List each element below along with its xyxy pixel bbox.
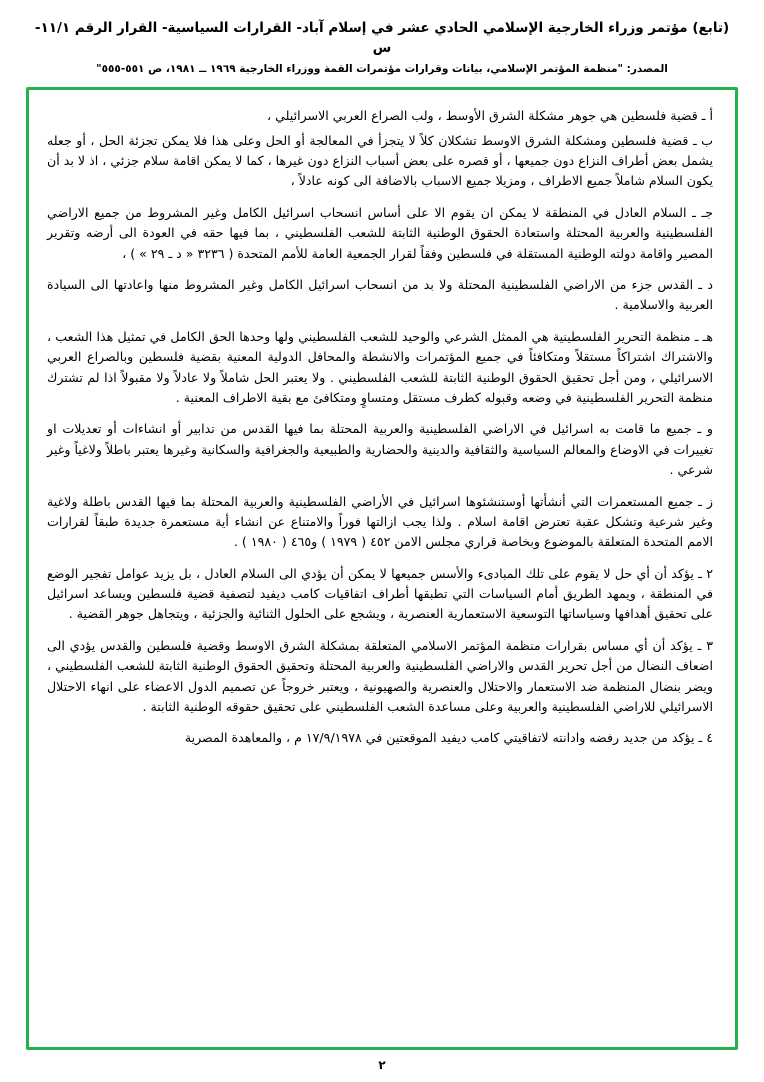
paragraph-item-4: ٤ ـ يؤكد من جديد رفضه وادانته لاتفاقيتي كامب ديفيد الموقعتين في ١٧/٩/١٩٧٨ م ، والمعاهدة المصرية [184,730,713,746]
paragraph-b: ب ـ قضية فلسطين ومشكلة الشرق الاوسط تشكلان كلاً لا يتجزأ في المعالجة أو الحل وعلى هذا فلا يمكن تجزئة الحل ، أو جعله يشمل بعض أطراف النزاع دون جميعها ، أو قصره على بعض أسباب النزاع دون غيرها ، كما لا يمكن اقامة سلام جزئي ، اذ لا بد أن يكون السلام شاملاً جميع الاطراف ، ومزيلا جميع الاسباب بالاضافة الى كونه عادلاً ، [47,132,713,189]
paragraph-a: أ ـ قضية فلسطين هي جوهر مشكلة الشرق الأوسط ، ولب الصراع العربي الاسرائيلي ، [267,108,713,124]
paragraph-d: د ـ القدس جزء من الاراضي الفلسطينية المحتلة ولا بد من انسحاب اسرائيل الكامل وغير المشروط منها واعادتها الى السيادة العربية والاسلامية . [47,276,713,313]
paragraph-c: جـ ـ السلام العادل في المنطقة لا يمكن ان يقوم الا على أساس انسحاب اسرائيل الكامل وغير المشروط من جميع الاراضي الفلسطينية والعربية المحتلة واستعادة الحقوق الوطنية الثابتة للشعب الفلسطيني ، بما فيها حقه في العودة الى أرضه وتقرير المصير واقامة دولته الوطنية المستقلة في فلسطين وفقاً لقرار الجمعية العامة للأمم المتحدة ( ٣٢٣٦ « د ـ ٢٩ » ) ، [47,204,713,261]
page-number: ٢ [378,1058,386,1072]
page-title: (تابع) مؤتمر وزراء الخارجية الإسلامي الحادي عشر في إسلام آباد- القرارات السياسية- القرار الرقم ١١/١- س [34,20,730,57]
paragraph-g: ز ـ جميع المستعمرات التي أنشأتها أوستنشئوها اسرائيل في الأراضي الفلسطينية والعربية المحتلة بما فيها القدس باطلة ولاغية وغير شرعية وتشكل عقبة تعترض اقامة اسلام . ولذا يجب ازالتها فوراً والامتناع عن انشاء أية مستعمرة جديدة طبقاً لقرارات الامم المتحدة المتعلقة بالموضوع وبخاصة قراري مجلس الامن ٤٥٢ ( ١٩٧٩ ) و٤٦٥ ( ١٩٨٠ ) . [47,493,713,550]
paragraph-item-3: ٣ ـ يؤكد أن أي مساس بقرارات منظمة المؤتمر الاسلامي المتعلقة بمشكلة الشرق الاوسط وقضية فلسطين والقدس يؤدي الى اضعاف النضال من أجل تحرير القدس والاراضي الفلسطينية والعربية المحتلة وتحقيق الحقوق الوطنية الثابتة للشعب الفلسطيني ، ويضر بنضال المنظمة ضد الاستعمار والاحتلال والعنصرية والصهيونية ، ويعتبر خروجاً عن تصميم الدول الاعضاء على انهاء الاحتلال الاسرائيلي للاراضي الفلسطينية والعربية وعلى مساعدة الشعب الفلسطيني على تحقيق حقوقه الوطنية الثابتة . [47,637,713,715]
paragraph-e: هـ ـ منظمة التحرير الفلسطينية هي الممثل الشرعي والوحيد للشعب الفلسطيني ولها وحدها الحق الكامل في تمثيل هذا الشعب ، والاشتراك اشتراكاً مستقلاً ومتكافئاً في جميع المؤتمرات والانشطة والمحافل الدولية المعنية بقضية فلسطين وبالصراع العربي الاسرائيلي ، ومن أجل تحقيق الحقوق الوطنية الثابتة للشعب الفلسطيني . ولا يعتبر الحل شاملاً ولا عادلاً ولا مقبولاً اذا لم تشترك منظمة التحرير الفلسطينية في وضعه وقبوله كطرف مستقل ومتساوٍ ومتكافئ مع بقية الاطراف المعنية . [47,328,713,405]
document-header [26,18,738,77]
paragraph-f: و ـ جميع ما قامت به اسرائيل في الاراضي الفلسطينية والعربية المحتلة بما فيها القدس من تدابير أو انشاءات أو تعديلات او تغييرات في الاوضاع والمعالم السياسية والثقافية والدينية والحضارية والطبيعية والجغرافية والسكانية وغيرها يعتبر باطلاً ولاغياً وغير شرعي . [47,421,713,478]
paragraph-item-2: ٢ ـ يؤكد أن أي حل لا يقوم على تلك المبادىء والأسس جميعها لا يمكن أن يؤدي الى السلام العادل ، بل يزيد عوامل تفجير الوضع في المنطقة ، ويمهد الطريق أمام السياسات التي تطبقها أطراف اتفاقيات كامب ديفيد لتصفية قضية فلسطين ويساعد اسرائيل على تحقيق أهدافها وسياساتها التوسعية الاستعمارية العنصرية ، ويشجع على الحلول الثنائية والجزئية ، ويتجاهل جوهر القضية . [47,565,713,622]
content-frame [26,87,738,1050]
source-line: المصدر: "منظمة المؤتمر الإسلامي، بيانات وقرارات مؤتمرات القمة ووزراء الخارجية ١٩٦٩ ــ ١٩٨١، ص ٥٥١-٥٥٥" [96,62,668,75]
